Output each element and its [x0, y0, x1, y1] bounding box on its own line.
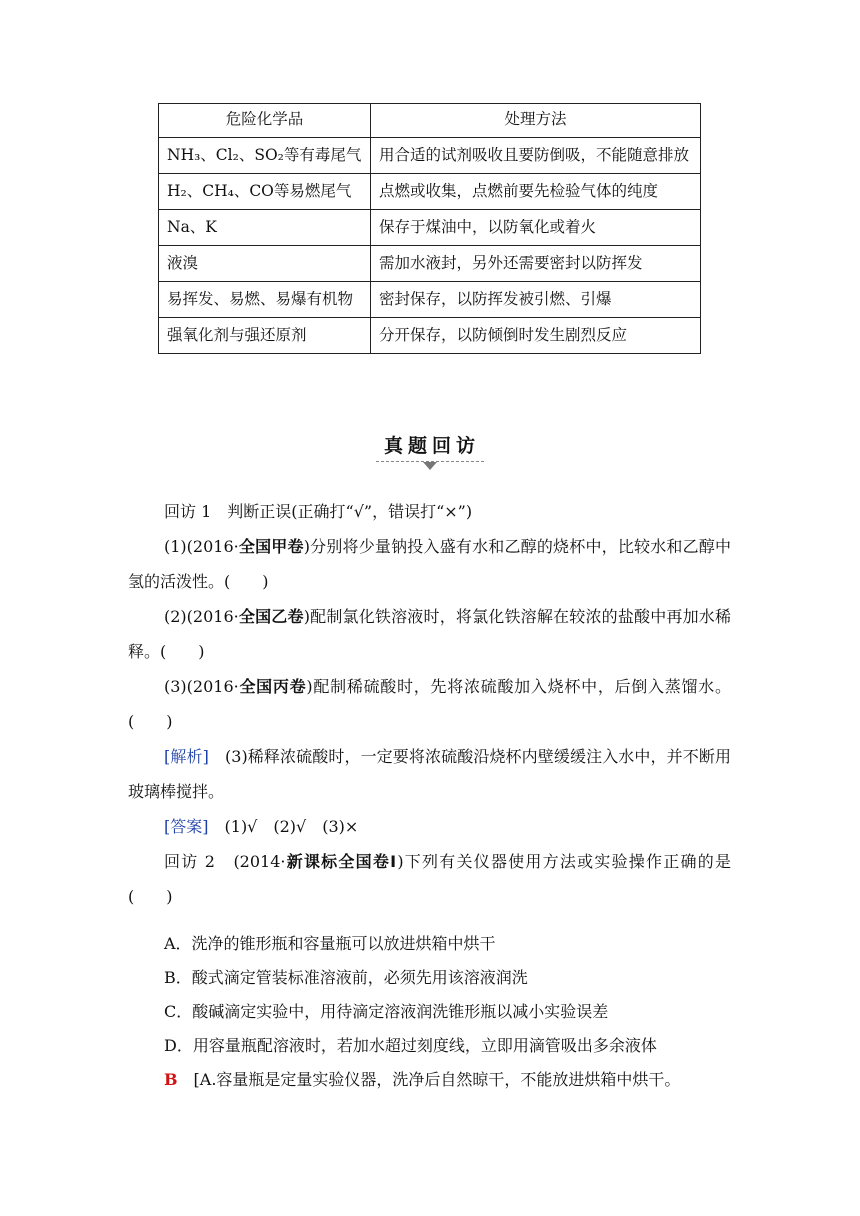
- table-cell: 分开保存，以防倾倒时发生剧烈反应: [371, 318, 701, 354]
- s1-text: )分别将少量钠投入盛有水和乙醇的烧杯中，比较水和乙醇中氢的活泼性。( ): [128, 537, 731, 591]
- table-cell: 点燃或收集，点燃前要先检验气体的纯度: [371, 174, 701, 210]
- table-header-row: [159, 104, 701, 138]
- q2-explanation: [A.容量瓶是定量实验仪器，洗净后自然晾干，不能放进烘箱中烘干。: [193, 1070, 681, 1089]
- answer-text: (1)√ (2)√ (3)×: [224, 817, 359, 836]
- s2-text: )配制氯化铁溶液时，将氯化铁溶解在较浓的盐酸中再加水稀释。( ): [128, 607, 731, 661]
- q1-statement-1: [128, 529, 731, 599]
- s2-source: 全国乙卷: [238, 607, 304, 626]
- table-cell: 易挥发、易燃、易爆有机物: [159, 282, 371, 318]
- q2-source: 新课标全国卷Ⅰ: [285, 852, 398, 871]
- q2-answer: [164, 1067, 680, 1090]
- table-row: [159, 246, 701, 282]
- table-cell: 需加水液封，另外还需要密封以防挥发: [371, 246, 701, 282]
- table-cell: NH₃、Cl₂、SO₂等有毒尾气: [159, 138, 371, 174]
- q2-answer-letter: B: [164, 1070, 178, 1089]
- section-heading: [0, 431, 860, 470]
- analysis-tag: [解析]: [164, 747, 209, 766]
- s3-prefix: (3)(2016·: [164, 677, 239, 696]
- table-cell: H₂、CH₄、CO等易燃尾气: [159, 174, 371, 210]
- q1-intro: [128, 494, 731, 529]
- table-cell: 密封保存，以防挥发被引燃、引爆: [371, 282, 701, 318]
- s1-source: 全国甲卷: [238, 537, 304, 556]
- q2-prefix: (2014·: [233, 852, 286, 871]
- q2-text: )下列有关仪器使用方法或实验操作正确的是( ): [128, 852, 731, 906]
- s3-source: 全国丙卷: [238, 677, 307, 696]
- table-cell: 保存于煤油中，以防氧化或着火: [371, 210, 701, 246]
- option-d: D．用容量瓶配溶液时，若加水超过刻度线，立即用滴管吸出多余液体: [164, 1036, 657, 1055]
- q2-label: 回访 2: [164, 852, 215, 871]
- analysis-text: (3)稀释浓硫酸时，一定要将浓硫酸沿烧杯内壁缓缓注入水中，并不断用玻璃棒搅拌。: [128, 747, 731, 801]
- q1-answer: [128, 809, 731, 844]
- q1-analysis: [128, 739, 731, 809]
- option-a: A．洗净的锥形瓶和容量瓶可以放进烘箱中烘干: [164, 934, 496, 953]
- option-c: C．酸碱滴定实验中，用待滴定溶液润洗锥形瓶以减小实验误差: [164, 1002, 609, 1021]
- table-cell: 强氧化剂与强还原剂: [159, 318, 371, 354]
- table-row: [159, 138, 701, 174]
- q1-statement-2: [128, 599, 731, 669]
- section-title: 真题回访: [376, 431, 484, 462]
- q1-statement-3: [128, 669, 731, 739]
- table-row: [159, 210, 701, 246]
- answer-tag: [答案]: [164, 817, 209, 836]
- q1-intro-text: 回访 1 判断正误(正确打“√”，错误打“×”): [164, 502, 473, 521]
- column-header: 处理方法: [371, 104, 701, 138]
- hazard-table: [158, 103, 701, 354]
- column-header: 危险化学品: [159, 104, 371, 138]
- table-row: [159, 174, 701, 210]
- s2-prefix: (2)(2016·: [164, 607, 239, 626]
- table-cell: Na、K: [159, 210, 371, 246]
- s3-text: )配制稀硫酸时，先将浓硫酸加入烧杯中，后倒入蒸馏水。( ): [128, 677, 731, 731]
- table-row: [159, 318, 701, 354]
- table-cell: 用合适的试剂吸收且要防倒吸，不能随意排放: [371, 138, 701, 174]
- down-triangle-icon: [423, 462, 437, 470]
- option-b: B．酸式滴定管装标准溶液前，必须先用该溶液润洗: [164, 968, 528, 987]
- s1-prefix: (1)(2016·: [164, 537, 239, 556]
- q2-stem: [128, 844, 731, 914]
- table-cell: 液溴: [159, 246, 371, 282]
- table-row: [159, 282, 701, 318]
